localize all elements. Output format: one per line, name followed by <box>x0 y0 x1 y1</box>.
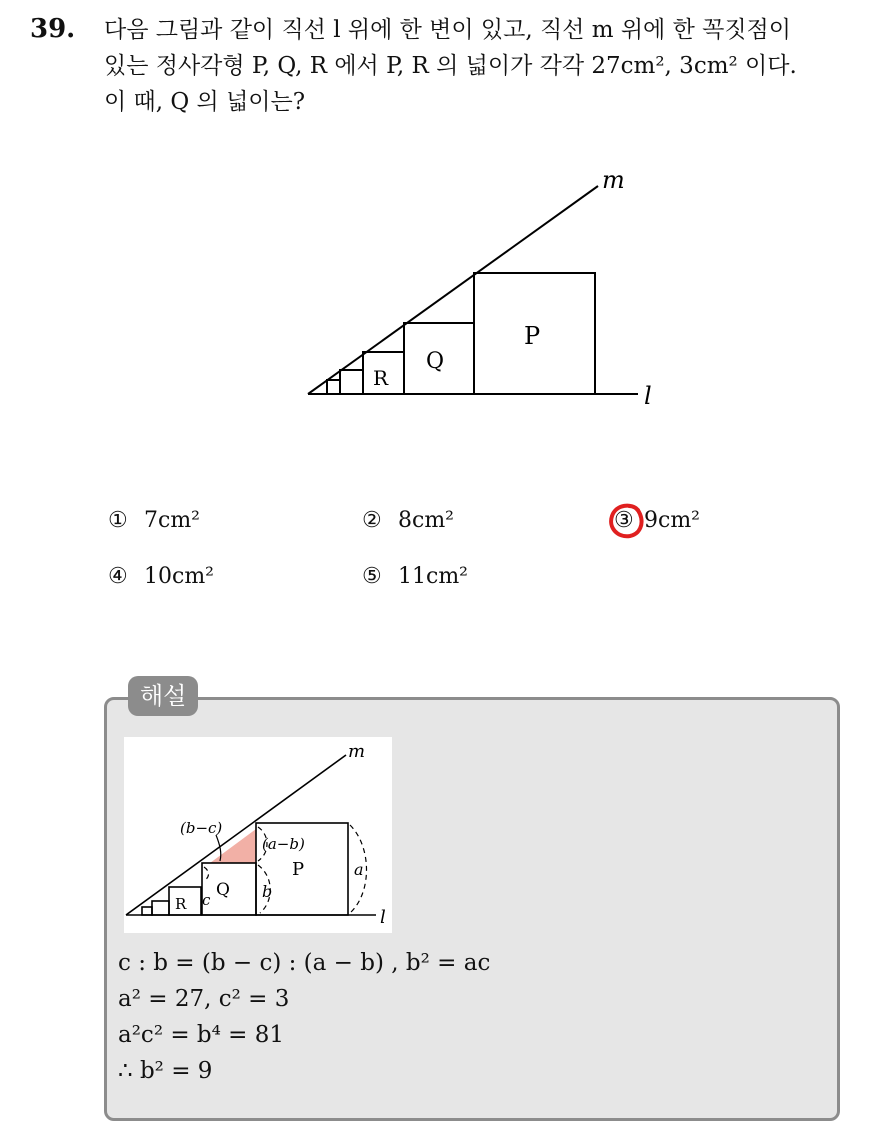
label-p: P <box>524 322 541 350</box>
choice-5[interactable] <box>362 564 468 589</box>
label-l: l <box>644 382 652 410</box>
solution-line-3: a²c² = b⁴ = 81 <box>118 1022 285 1048</box>
solution-label-p: P <box>292 859 305 880</box>
choice-2-text: 8cm² <box>398 508 454 533</box>
solution-label-c: c <box>202 891 211 909</box>
solution-line-m <box>126 755 346 915</box>
square-small-2 <box>327 380 340 394</box>
solution-square-small-1 <box>152 901 169 915</box>
label-r: R <box>373 366 389 390</box>
solution-label-q: Q <box>216 880 230 900</box>
brace-c <box>204 867 209 881</box>
solution-steps <box>118 945 490 1089</box>
choice-4-mark: ④ <box>108 564 128 589</box>
label-m: m <box>602 166 625 194</box>
choice-1[interactable] <box>108 508 200 533</box>
question-text <box>104 12 864 120</box>
choice-3-mark: ③ <box>614 508 634 533</box>
choice-1-text: 7cm² <box>144 508 200 533</box>
solution-label-a: a <box>354 860 364 879</box>
choice-5-text: 11cm² <box>398 564 468 589</box>
solution-figure <box>124 737 392 933</box>
solution-label-l: l <box>380 907 386 928</box>
solution-square-small-2 <box>142 907 152 915</box>
label-q: Q <box>426 349 445 374</box>
choice-1-mark: ① <box>108 508 128 533</box>
solution-line-1: c : b = (b − c) : (a − b) , b² = ac <box>118 950 491 976</box>
solution-line-2: a² = 27, c² = 3 <box>118 986 290 1012</box>
solution-label-bc: (b−c) <box>180 819 223 837</box>
choice-2-mark: ② <box>362 508 382 533</box>
solution-label-m: m <box>348 741 366 762</box>
choice-4-text: 10cm² <box>144 564 214 589</box>
solution-label-b: b <box>262 882 273 901</box>
problem-figure <box>290 160 670 420</box>
solution-label-ab: (a−b) <box>262 835 305 853</box>
solution-label-r: R <box>175 895 187 913</box>
selected-circle-mark <box>608 502 646 540</box>
choice-4[interactable] <box>108 564 214 589</box>
choice-3-text: 9cm² <box>644 508 700 533</box>
choice-2[interactable] <box>362 508 454 533</box>
solution-label: 해설 <box>128 676 198 716</box>
line-m <box>308 186 598 394</box>
question-line-3: 이 때, Q 의 넓이는? <box>104 89 306 115</box>
question-line-1: 다음 그림과 같이 직선 l 위에 한 변이 있고, 직선 m 위에 한 꼭짓점이 <box>104 17 791 43</box>
choice-3[interactable] <box>614 508 700 533</box>
choice-5-mark: ⑤ <box>362 564 382 589</box>
square-small-1 <box>340 370 363 394</box>
question-number: 39. <box>30 14 76 44</box>
question-line-2: 있는 정사각형 P, Q, R 에서 P, R 의 넓이가 각각 27cm², 3cm² 이다. <box>104 53 797 79</box>
solution-line-4: ∴ b² = 9 <box>118 1058 213 1084</box>
